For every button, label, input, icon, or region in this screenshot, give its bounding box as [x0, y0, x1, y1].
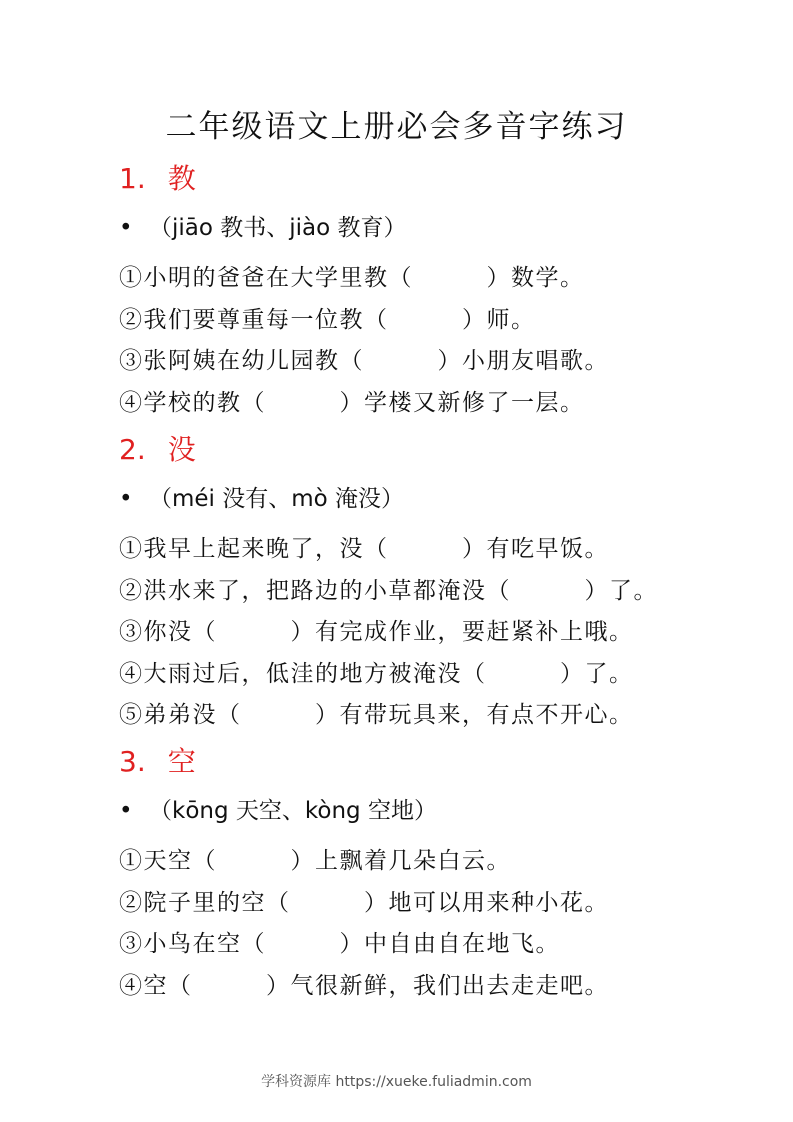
exercise-item: ①小明的爸爸在大学里教（ ）数学。	[119, 265, 585, 291]
bullet-icon: •	[119, 798, 133, 824]
pinyin-text: （jiāo 教书、jiào 教育）	[149, 215, 407, 241]
exercise-item: ③小鸟在空（ ）中自由自在地飞。	[119, 931, 560, 957]
section-character: 空	[167, 745, 196, 778]
pinyin-line	[119, 483, 759, 515]
exercise-item: ④大雨过后，低洼的地方被淹没（ ）了。	[119, 660, 634, 687]
section-1	[119, 160, 759, 424]
section-character: 没	[167, 433, 196, 466]
section-2	[119, 431, 759, 737]
bullet-icon: •	[119, 215, 133, 241]
exercise-item: ④空（ ）气很新鲜，我们出去走走吧。	[119, 972, 609, 999]
exercise-item: ③张阿姨在幼儿园教（ ）小朋友唱歌。	[119, 348, 609, 374]
section-heading	[119, 431, 759, 469]
exercise-item: ③你没（ ）有完成作业，要赶紧补上哦。	[119, 619, 634, 645]
exercise-item: ②洪水来了，把路边的小草都淹没（ ）了。	[119, 577, 658, 604]
section-number: 1.	[119, 162, 146, 195]
section-number: 3.	[119, 745, 146, 778]
exercise-list	[119, 258, 759, 424]
bullet-icon: •	[119, 486, 133, 512]
pinyin-text: （méi 没有、mò 淹没）	[149, 486, 405, 512]
pinyin-line	[119, 795, 759, 827]
section-3	[119, 743, 759, 1007]
exercise-item: ④学校的教（ ）学楼又新修了一层。	[119, 389, 585, 416]
page-title: 二年级语文上册必会多音字练习	[165, 109, 628, 145]
pinyin-text: （kōng 天空、kòng 空地）	[149, 798, 437, 824]
section-heading	[119, 743, 759, 781]
exercise-item: ②院子里的空（ ）地可以用来种小花。	[119, 889, 609, 916]
exercise-item: ①我早上起来晚了，没（ ）有吃早饭。	[119, 536, 609, 562]
exercise-item: ②我们要尊重每一位教（ ）师。	[119, 306, 536, 333]
exercise-item: ⑤弟弟没（ ）有带玩具来，有点不开心。	[119, 702, 634, 728]
exercise-item: ①天空（ ）上飘着几朵白云。	[119, 848, 511, 874]
section-heading	[119, 160, 759, 198]
section-character: 教	[167, 162, 196, 195]
footer-source: 学科资源库 https://xueke.fuliadmin.com	[261, 1074, 532, 1090]
pinyin-line	[119, 212, 759, 244]
exercise-list	[119, 529, 759, 737]
exercise-list	[119, 841, 759, 1007]
section-number: 2.	[119, 433, 146, 466]
